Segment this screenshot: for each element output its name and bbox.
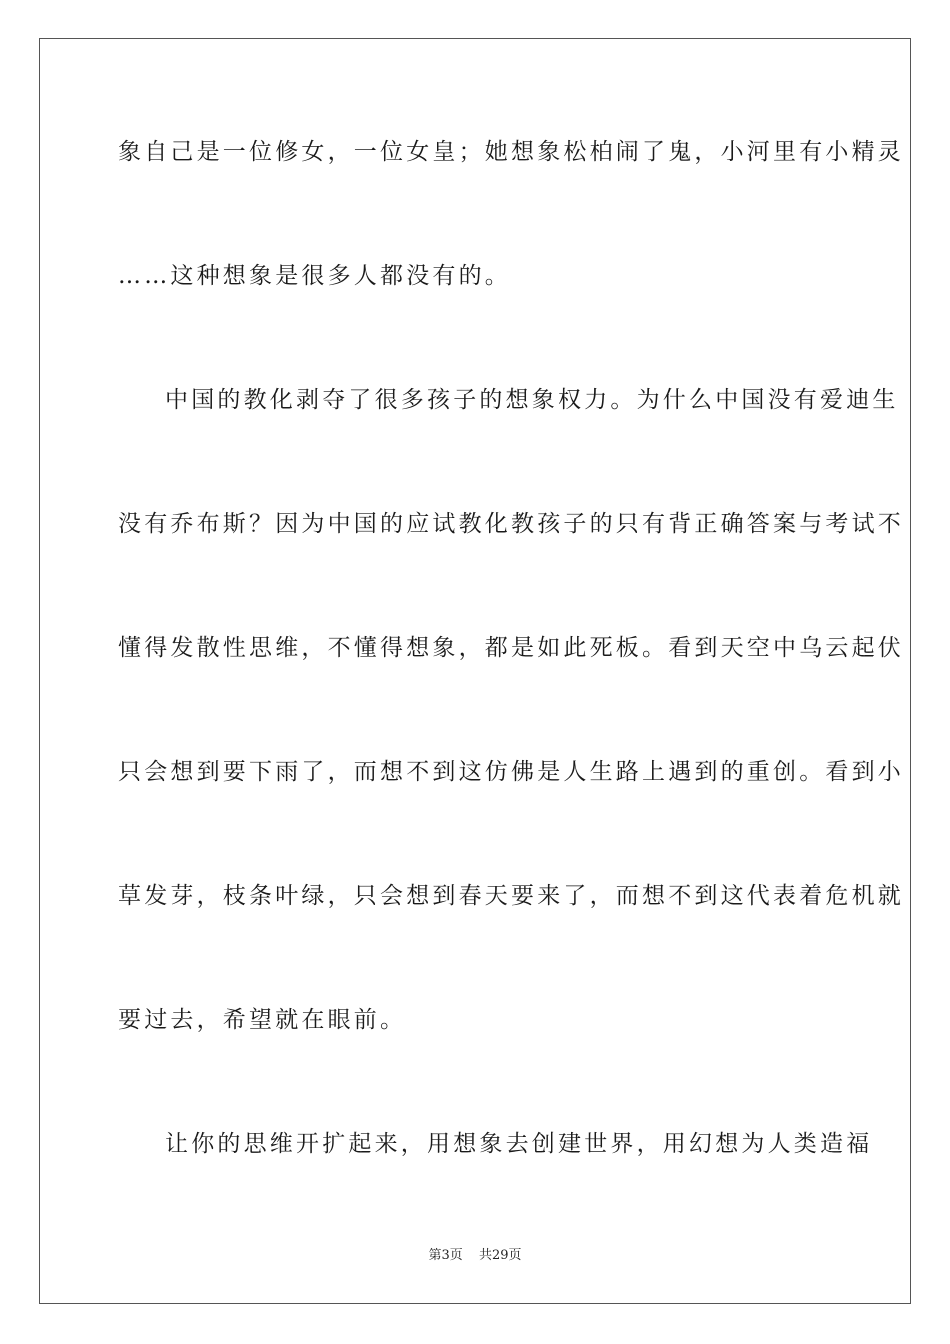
paragraph-line: ……这种想象是很多人都没有的。	[118, 263, 511, 289]
paragraph-line: 草发芽，枝条叶绿，只会想到春天要来了，而想不到这代表着危机就	[118, 883, 904, 909]
paragraph-line: 中国的教化剥夺了很多孩子的想象权力。为什么中国没有爱迪生	[165, 387, 899, 413]
paragraph-line: 没有乔布斯？因为中国的应试教化教孩子的只有背正确答案与考试不	[118, 511, 904, 537]
page-number: 第3页	[428, 1248, 463, 1263]
page-footer	[0, 1247, 950, 1265]
paragraph-line: 要过去，希望就在眼前。	[118, 1007, 407, 1033]
paragraph-line: 让你的思维开扩起来，用想象去创建世界，用幻想为人类造福	[165, 1131, 873, 1157]
paragraph-line: 懂得发散性思维，不懂得想象，都是如此死板。看到天空中乌云起伏	[118, 635, 904, 661]
paragraph-line: 象自己是一位修女，一位女皇；她想象松柏闹了鬼，小河里有小精灵	[118, 139, 904, 165]
paragraph-line: 只会想到要下雨了，而想不到这仿佛是人生路上遇到的重创。看到小	[118, 759, 904, 785]
page-total: 共29页	[478, 1248, 522, 1263]
page-border	[39, 38, 911, 1304]
